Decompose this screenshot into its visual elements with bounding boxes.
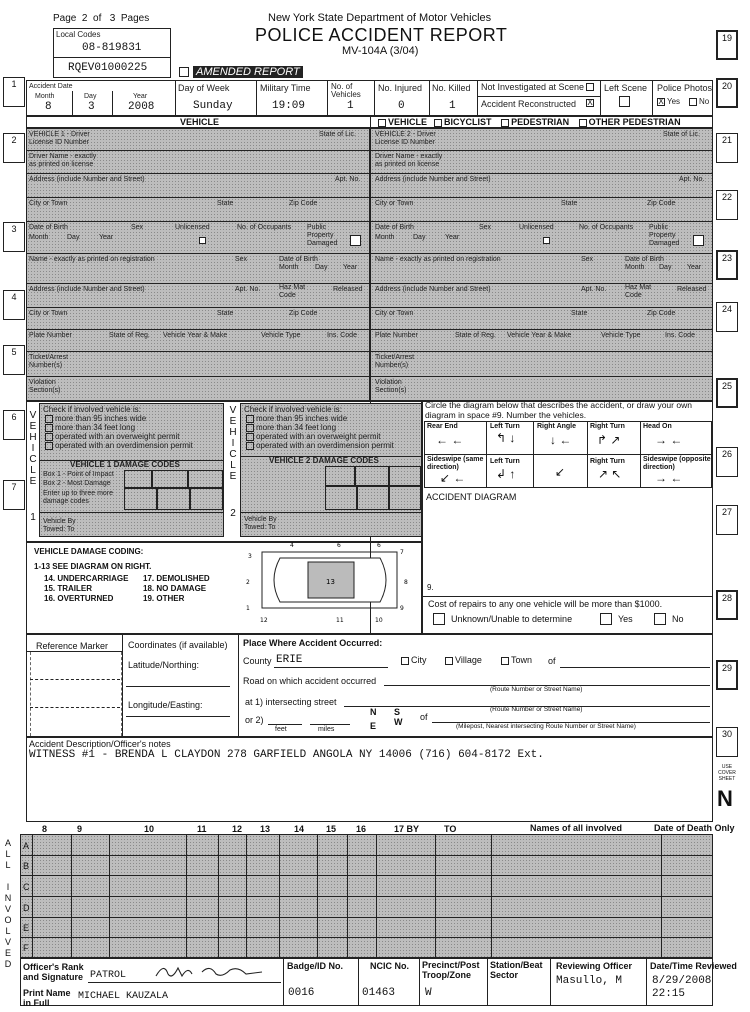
agency-name: New York State Department of Motor Vehicles [268,12,492,24]
margin-box-27: 27 [716,505,738,535]
vehicle-1-damage-box[interactable]: Check if involved vehicle is: more than 95 inches wide more than 34 feet long operated with an overweight permit operated with an overdimension permit VEHICLE 1 DAMAGE CODES Box 1 - Point of Impact Box 2 - Most Damage Enter up to three more damage codes Vehicle By Towed: To [39,403,224,537]
involved-row-d: D [23,903,30,913]
county-value: ERIE [276,654,303,666]
margin-box-22: 22 [716,190,738,220]
vehicle-2-type-options: VEHICLE BICYCLIST PEDESTRIAN OTHER PEDESTRIAN [376,117,681,127]
head-on-arrows-icon[interactable]: → ← [655,433,683,447]
use-cover-sheet: USE COVER SHEET [718,764,736,782]
page-indicator: Page 2 of 3 Pages [53,13,150,24]
margin-box-1: 1 [3,77,25,107]
reconstructed-checkbox[interactable]: X [587,98,593,107]
diagram-arrow-icon: ↙ [555,465,566,479]
local-codes-box: Local Codes 08-819831 RQEV01000225 [53,28,171,78]
diagram-instructions: Circle the diagram below that describes the accident, or draw your own diagram in space #9. Number the vehicles. [425,400,692,420]
svg-text:12: 12 [260,617,268,624]
margin-box-7: 7 [3,480,25,510]
sideswipe-same-arrows-icon[interactable]: ↙ ← [440,471,466,485]
svg-text:4: 4 [290,542,294,549]
officer-name: MICHAEL KAUZALA [78,991,169,1002]
cover-letter: N [717,786,733,811]
margin-box-5: 5 [3,345,25,375]
margin-box-3: 3 [3,222,25,252]
reviewed-time: 22:15 [652,988,686,1000]
sideswipe-opp-arrows-icon[interactable]: → ← [655,471,683,485]
photos-yes-checkbox[interactable]: X [658,97,664,106]
village-checkbox[interactable] [445,657,453,665]
rear-end-arrows-icon[interactable]: ← ← [436,433,464,447]
margin-box-26: 26 [716,447,738,477]
local-code-1: 08-819831 [82,42,142,54]
margin-box-30: 30 [716,727,738,757]
margin-box-20: 20 [716,78,738,108]
photos-no-checkbox[interactable] [689,98,697,106]
vehicle-1-panel[interactable]: VEHICLE 1 - Driver License ID Number State of Lic. Driver Name - exactly as printed on license Address (include Number and Street) Apt. No. City or Town State Zip Code Date of Birth Month Day Year Sex Unlicensed No. of Occupants Public Property Damaged Name - exactly as printed on registration Sex Date of Birth Month Day Year Address (include Number and Street) Apt. No. Haz Mat Code Released City or Town State Zip Code Plate Number State of Reg. Vehicle Year & Make Vehicle Type Ins. Code Ticket/Arrest Number(s) Violation Section(s) [26,128,370,401]
right-turn-2-arrows-icon[interactable]: ↗ ↖ [598,467,622,481]
town-checkbox[interactable] [501,657,509,665]
cost-unknown-checkbox[interactable] [433,613,445,625]
svg-text:1: 1 [246,605,250,612]
rank-label: Officer's Rank and Signature [23,962,84,982]
svg-text:11: 11 [336,617,344,624]
margin-box-23: 23 [716,250,738,280]
print-name-label: Print Name in Full [23,988,71,1008]
all-involved-side-label: A L L I N V O L V E D [4,838,12,969]
accident-day: 3 [88,101,95,113]
vehicle-2-panel[interactable]: VEHICLE 2 - Driver License ID Number State of Lic. Driver Name - exactly as printed on license Address (include Number and Street) Apt. No. City or Town State Zip Code Date of Birth Month Day Year Sex Unlicensed No. of Occupants Public Property Damaged Name - exactly as printed on registration Sex Date of Birth Month Day Year Address (include Number and Street) Apt. No. Haz Mat Code Released City or Town State Zip Code Plate Number State of Reg. Vehicle Year & Make Vehicle Type Ins. Code Ticket/Arrest Number(s) Violation Section(s) [370,128,713,401]
names-header: Names of all involved [530,823,623,833]
cost-yes-checkbox[interactable] [600,613,612,625]
description-label: Accident Description/Officer's notes [29,739,171,749]
vehicle-2-damage-box[interactable]: Check if involved vehicle is: more than 95 inches wide more than 34 feet long operated with an overweight permit operated with an overdimension permit VEHICLE 2 DAMAGE CODES Vehicle By Towed: To [240,403,422,537]
amended-checkbox[interactable] [179,67,189,77]
svg-text:7: 7 [400,549,404,556]
cost-no-checkbox[interactable] [654,613,666,625]
svg-text:6: 6 [377,542,381,549]
margin-box-6: 6 [3,410,25,440]
svg-text:2: 2 [246,579,250,586]
reviewing-officer: Masullo, M [556,975,623,987]
left-turn-2-arrows-icon[interactable]: ↲ ↑ [496,467,516,481]
local-code-2: RQEV01000225 [68,62,148,74]
margin-box-2: 2 [3,133,25,163]
involved-row-e: E [23,923,30,933]
svg-text:10: 10 [375,617,383,624]
city-checkbox[interactable] [401,657,409,665]
reference-marker-label: Reference Marker [36,641,109,651]
involved-row-f: F [23,943,29,953]
involved-table[interactable] [20,834,713,958]
killed-count: 1 [449,100,456,112]
margin-box-4: 4 [3,290,25,320]
reference-marker-field[interactable] [30,652,122,736]
margin-box-28: 28 [716,590,738,620]
margin-box-19: 19 [716,30,738,60]
svg-text:9: 9 [400,605,404,612]
date-of-death-header: Date of Death Only [654,823,735,833]
ncic-number: 01463 [362,987,396,999]
badge-number: 0016 [288,987,315,999]
margin-box-29: 29 [716,660,738,690]
vehicle-1-heading: VEHICLE [180,117,220,127]
precinct: W [425,987,432,999]
involved-row-b: B [23,861,30,871]
involved-row-a: A [23,841,30,851]
svg-text:8: 8 [404,579,408,586]
svg-text:3: 3 [248,553,252,560]
amended-label: AMENDED REPORT [193,66,303,78]
not-investigated-checkbox[interactable] [586,83,594,91]
military-time: 19:09 [272,100,306,112]
day-of-week: Sunday [193,100,233,112]
place-label: Place Where Accident Occurred: [243,638,383,648]
margin-box-24: 24 [716,302,738,332]
left-scene-checkbox[interactable] [619,96,630,107]
accident-year: 2008 [128,101,155,113]
officer-signature [150,960,270,982]
vehicles-count: 1 [347,100,354,112]
right-angle-arrows-icon[interactable]: ↓ ← [550,433,572,447]
officer-rank: PATROL [90,970,127,981]
cost-label: Cost of repairs to any one vehicle will be more than $1000. [428,599,663,609]
svg-text:6: 6 [337,542,341,549]
involved-row-c: C [23,882,30,892]
margin-box-25: 25 [716,378,738,408]
right-turn-arrows-icon[interactable]: ↱ ↗ [597,433,621,447]
left-turn-arrows-icon[interactable]: ↰ ↓ [496,431,516,445]
car-damage-diagram [240,540,415,626]
accident-diagram-label: ACCIDENT DIAGRAM [426,492,517,502]
description-text: WITNESS #1 - BRENDA L CLAYDON 278 GARFIELD ANGOLA NY 14006 (716) 604-8172 Ext. [29,749,544,761]
svg-text:13: 13 [326,578,335,586]
reviewed-date: 8/29/2008 [652,975,712,987]
form-number: MV-104A (3/04) [342,45,419,57]
injured-count: 0 [398,100,405,112]
form-title: POLICE ACCIDENT REPORT [255,25,508,45]
accident-month: 8 [45,101,52,113]
margin-box-21: 21 [716,133,738,163]
